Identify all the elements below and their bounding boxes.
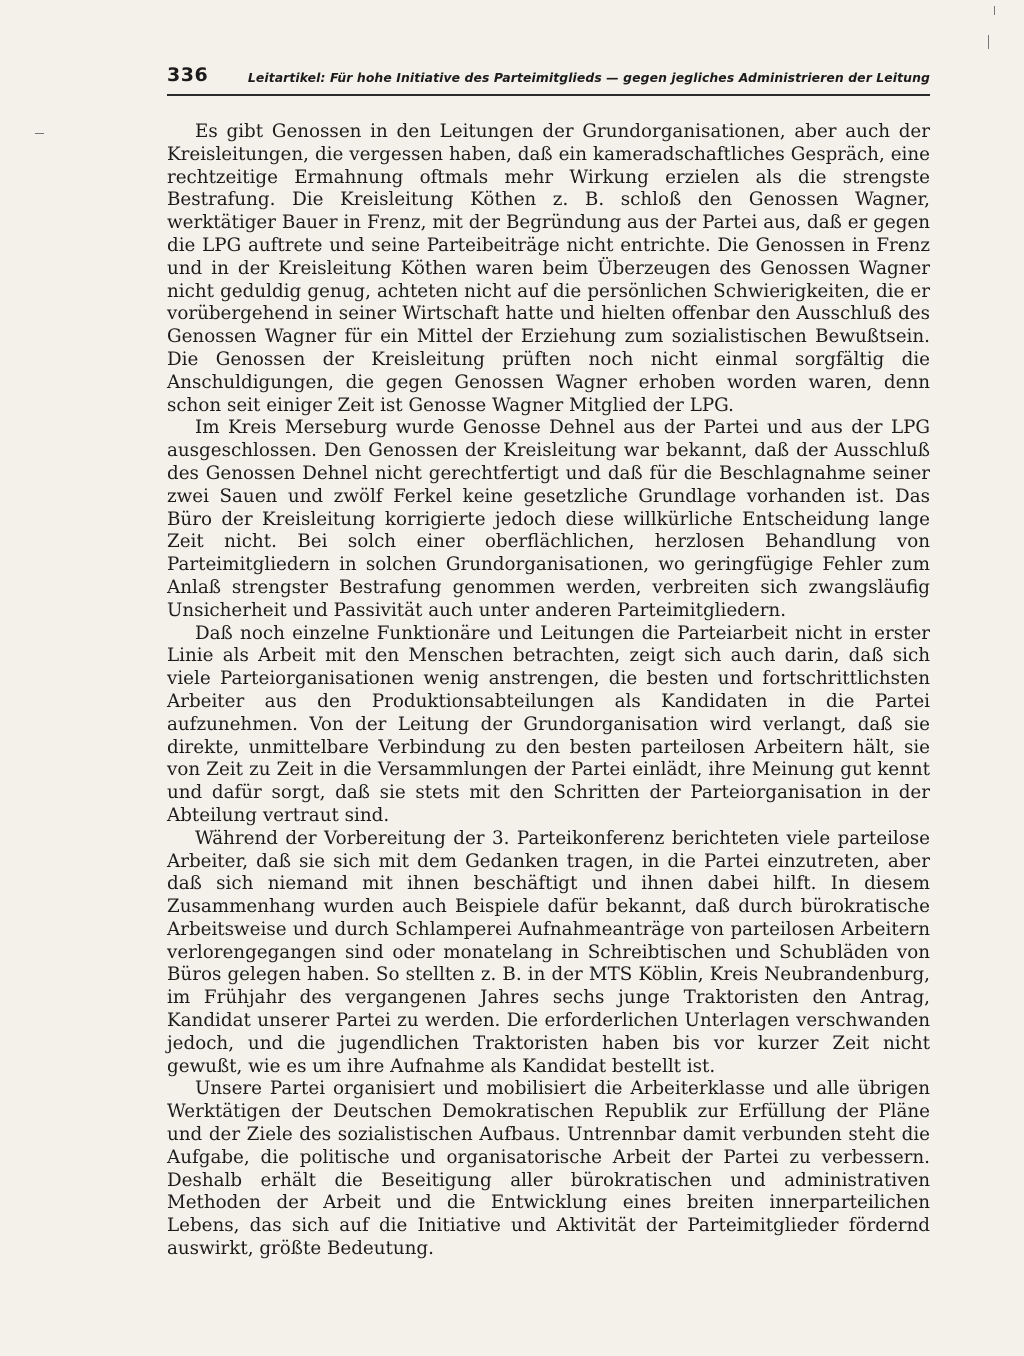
- paragraph: Im Kreis Merseburg wurde Genosse Dehnel aus der Partei und aus der LPG ausgeschlossen. Den Genossen der Kreisleitung war bekannt, daß der Ausschluß des Genossen Dehnel nicht gerechtfertigt und daß für die Beschlagnahme seiner zwei Sauen und zwölf Ferkel keine gesetzliche Grundlage vorhanden ist. Das Büro der Kreisleitung korrigierte jedoch diese willkürliche Entscheidung lange Zeit nicht. Bei solch einer oberflächlichen, herzlosen Behandlung von Parteimitgliedern in solchen Grundorganisationen, wo geringfügige Fehler zum Anlaß strengster Bestrafung genommen werden, verbreiten sich zwangsläufig Unsicherheit und Passivität auch unter anderen Parteimitgliedern.: [167, 417, 930, 621]
- page-number: 336: [167, 64, 209, 86]
- paragraph: Es gibt Genossen in den Leitungen der Grundorganisationen, aber auch der Kreisleitungen, die vergessen haben, daß ein kameradschaftliches Gespräch, eine rechtzeitige Ermahnung oftmals mehr Wirkung erzielen als die strengste Bestrafung. Die Kreisleitung Köthen z. B. schloß den Genossen Wagner, werktätiger Bauer in Frenz, mit der Begründung aus der Partei aus, daß er gegen die LPG auftrete und seine Parteibeiträge nicht entrichte. Die Genossen in Frenz und in der Kreisleitung Köthen waren beim Überzeugen des Genossen Wagner nicht geduldig genug, achteten nicht auf die persönlichen Schwierigkeiten, die er vorübergehend in seiner Wirtschaft hatte und hielten offenbar den Ausschluß des Genossen Wagner für ein Mittel der Erziehung zum sozialistischen Bewußtsein. Die Genossen der Kreisleitung prüften noch nicht einmal sorgfältig die Anschuldigungen, die gegen Genossen Wagner erhoben worden waren, denn schon seit einiger Zeit ist Genosse Wagner Mitglied der LPG.: [167, 121, 930, 416]
- running-head: Leitartikel: Für hohe Initiative des Parteimitglieds — gegen jegliches Administrieren der Leitung: [247, 70, 930, 85]
- scan-mark: [994, 6, 995, 15]
- paragraph: Unsere Partei organisiert und mobilisiert die Arbeiterklasse und alle übrigen Werktätigen der Deutschen Demokratischen Republik zur Erfüllung der Pläne und der Ziele des sozialistischen Aufbaus. Untrennbar damit verbunden steht die Aufgabe, die politische und organisatorische Arbeit der Partei zu verbessern. Deshalb erhält die Beseitigung aller bürokratischen und administrativen Methoden der Arbeit und die Entwicklung eines breiten innerparteilichen Lebens, das sich auf die Initiative und Aktivität der Parteimitglieder fördernd auswirkt, größte Bedeutung.: [167, 1078, 930, 1260]
- paragraph: Daß noch einzelne Funktionäre und Leitungen die Parteiarbeit nicht in erster Linie als Arbeit mit den Menschen betrachten, zeigt sich auch darin, daß sich viele Parteiorganisationen wenig anstrengen, die besten und fortschrittlichsten Arbeiter aus den Produktionsabteilungen als Kandidaten in die Partei aufzunehmen. Von der Leitung der Grundorganisation wird verlangt, daß sie direkte, unmittelbare Verbindung zu den besten parteilosen Arbeitern hält, sie von Zeit zu Zeit in die Versammlungen der Partei einlädt, ihre Meinung gut kennt und dafür sorgt, daß sie stets mit den Schritten der Parteiorganisation in der Abteilung vertraut sind.: [167, 622, 930, 826]
- article-body: [167, 121, 930, 1261]
- paragraph: Während der Vorbereitung der 3. Parteikonferenz berichteten viele parteilose Arbeiter, daß sie sich mit dem Gedanken tragen, in die Partei einzutreten, aber daß sich niemand mit ihnen beschäftigt und ihnen dabei hilft. In diesem Zusammenhang wurden auch Beispiele dafür bekannt, daß durch bürokratische Arbeitsweise und durch Schlamperei Aufnahmeanträge von parteilosen Arbeitern verlorengegangen sind oder monatelang in Schreibtischen und Schubläden von Büros gelegen haben. So stellten z. B. in der MTS Köblin, Kreis Neubrandenburg, im Frühjahr des vergangenen Jahres sechs junge Traktoristen den Antrag, Kandidat unserer Partei zu werden. Die erforderlichen Unterlagen verschwanden jedoch, und die jugendlichen Traktoristen haben bis vor kurzer Zeit nicht gewußt, wie es um ihre Aufnahme als Kandidat bestellt ist.: [167, 827, 930, 1077]
- page-header: [167, 60, 930, 96]
- scan-mark: [35, 133, 44, 134]
- scan-mark: [988, 35, 989, 49]
